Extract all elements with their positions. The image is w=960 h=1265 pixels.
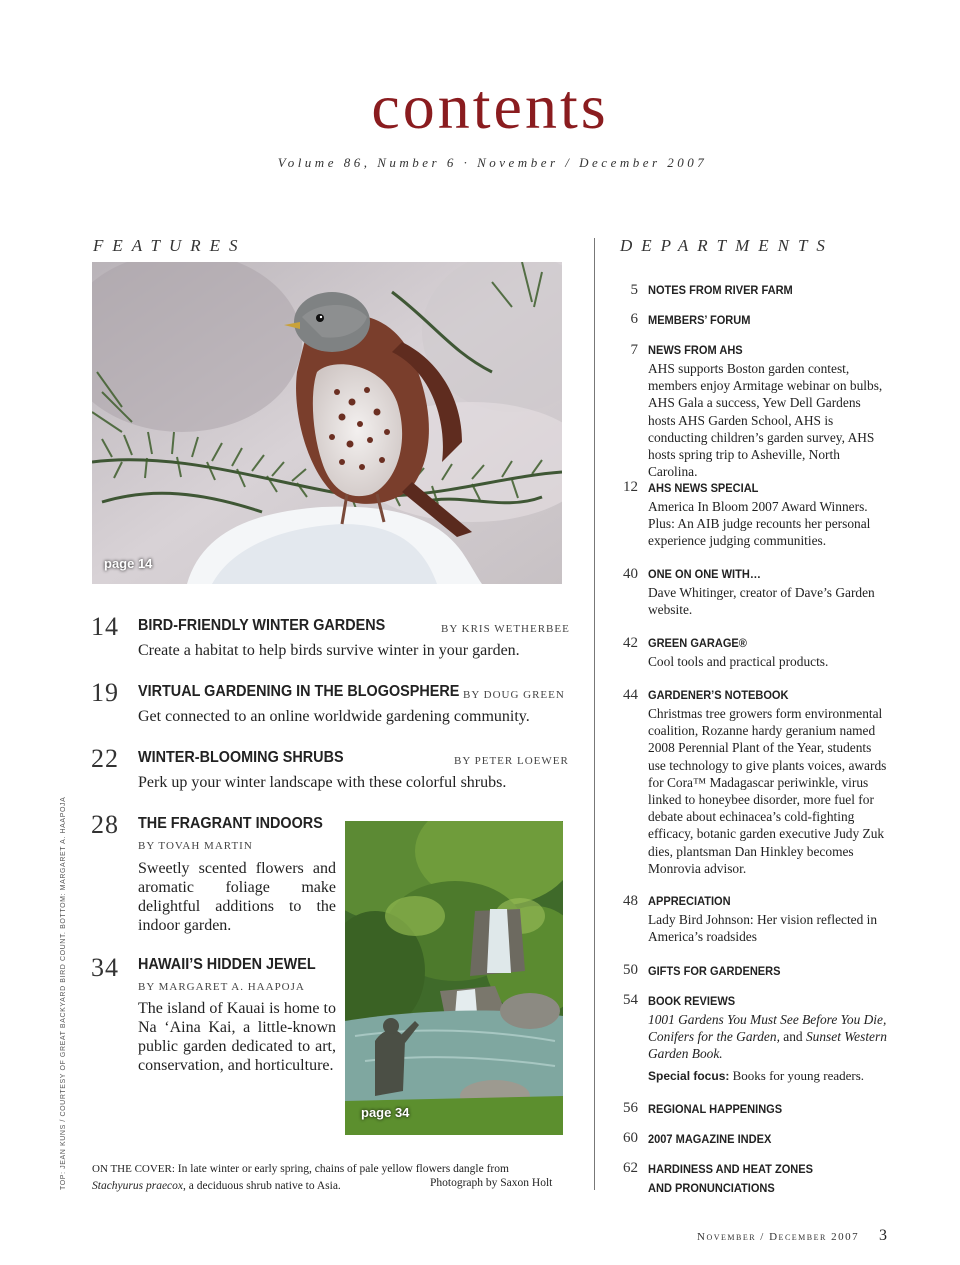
book-titles: 1001 Gardens You Must See Before You Die, Conifers for the Garden, — [648, 1012, 887, 1045]
page-number: 3 — [879, 1227, 887, 1244]
feature-description: Get connected to an online worldwide gardening community. — [138, 708, 530, 725]
feature-byline: BY KRIS WETHERBEE — [441, 623, 570, 635]
dept-title[interactable]: MEMBERS’ FORUM — [648, 313, 751, 327]
column-divider — [594, 238, 595, 1190]
feature-byline: BY MARGARET A. HAAPOJA — [138, 981, 305, 993]
dept-page-number: 7 — [630, 342, 638, 358]
feature-description: Perk up your winter landscape with these colorful shrubs. — [138, 774, 507, 791]
dept-description: AHS supports Boston garden contest, members enjoy Armitage webinar on bulbs, AHS Gala a success, Yew Dell Gardens hosts AHS Garden School, AHS is conducting children’s garden survey, AHS hosts spring trip to Asheville, North Carolina. — [648, 361, 883, 480]
dept-page-number: 50 — [623, 962, 638, 978]
dept-page-number: 5 — [630, 282, 638, 298]
dept-page-number: 60 — [623, 1130, 638, 1146]
special-focus-label: Special focus: — [648, 1069, 730, 1083]
dept-title[interactable]: REGIONAL HAPPENINGS — [648, 1102, 783, 1116]
issue-line: Volume 86, Number 6 · November / December 2007 — [277, 155, 708, 170]
dept-description — [648, 1011, 888, 1063]
feature-page-number: 19 — [91, 678, 119, 707]
dept-page-number: 62 — [623, 1160, 638, 1176]
dept-title-line2[interactable]: AND PRONUNCIATIONS — [648, 1181, 775, 1195]
feature-page-number: 28 — [91, 810, 119, 839]
dept-title[interactable]: GIFTS FOR GARDENERS — [648, 964, 781, 978]
page-title: contents — [371, 71, 609, 142]
feature-byline: BY DOUG GREEN — [463, 689, 565, 701]
special-focus-text: Books for young readers. — [729, 1068, 865, 1083]
dept-title[interactable]: HARDINESS AND HEAT ZONES — [648, 1162, 813, 1176]
dept-title[interactable]: 2007 MAGAZINE INDEX — [648, 1132, 772, 1146]
feature-title[interactable]: WINTER-BLOOMING SHRUBS — [138, 749, 344, 766]
feature-title[interactable]: VIRTUAL GARDENING IN THE BLOGOSPHERE — [138, 683, 460, 700]
feature-description: Create a habitat to help birds survive winter in your garden. — [138, 642, 520, 659]
cover-photo-credit: Photograph by Saxon Holt — [430, 1177, 553, 1189]
features-heading: FEATURES — [93, 236, 247, 255]
dept-title[interactable]: AHS NEWS SPECIAL — [648, 481, 759, 495]
feature-description: The island of Kauai is home to Na ‘Aina Kai, a little-known public garden dedicated to art, conservation, and horticulture. — [138, 1000, 336, 1074]
dept-page-number: 44 — [623, 687, 638, 703]
dept-page-number: 48 — [623, 893, 638, 909]
dept-title[interactable]: APPRECIATION — [648, 894, 731, 908]
dept-description: Cool tools and practical products. — [648, 654, 829, 669]
feature-page-number: 34 — [91, 953, 119, 982]
feature-byline: BY PETER LOEWER — [454, 755, 569, 767]
photo-page-tag-14: page 14 — [104, 556, 153, 571]
dept-page-number: 6 — [630, 311, 638, 327]
dept-description: Christmas tree growers form environmental coalition, Rozanne hardy geranium named 2008 Perennial Plant of the Year, students use technology to give plants voices, awards for Cora™ Madagascar periwinkle, virus linked to honeybee disorder, more fuel for debate about echinacea’s cold-fighting efficacy, botanic garden executive Judy Zuk dies, plantsman Dan Hinkley becomes Monrovia advisor. — [648, 706, 887, 876]
dept-title[interactable]: GARDENER’S NOTEBOOK — [648, 688, 789, 702]
cover-note-label: ON THE COVER: — [92, 1163, 175, 1175]
dept-title[interactable]: BOOK REVIEWS — [648, 994, 736, 1008]
dept-page-number: 56 — [623, 1100, 638, 1116]
feature-title[interactable]: BIRD-FRIENDLY WINTER GARDENS — [138, 617, 386, 634]
footer-date: November / December 2007 — [697, 1231, 860, 1243]
dept-description: Dave Whitinger, creator of Dave’s Garden website. — [648, 585, 875, 618]
dept-page-number: 42 — [623, 635, 638, 651]
feature-page-number: 14 — [91, 612, 119, 641]
photo-credit-vertical: TOP: JEAN KUNS / COURTESY OF GREAT BACKYARD BIRD COUNT. BOTTOM: MARGARET A. HAAPOJA — [60, 796, 67, 1190]
photo-page-tag-34: page 34 — [361, 1105, 410, 1120]
dept-title[interactable]: GREEN GARAGE® — [648, 636, 747, 650]
dept-title[interactable]: ONE ON ONE WITH… — [648, 567, 761, 581]
book-title-sunset: Sunset Western Garden Book. — [648, 1029, 887, 1062]
dept-page-number: 40 — [623, 566, 638, 582]
cover-note-text: In late winter or early spring, chains of pale yellow flowers dangle from — [174, 1163, 509, 1175]
feature-description: Sweetly scented flowers and aromatic foliage make delightful additions to the indoor garden. — [138, 860, 336, 934]
dept-description: America In Bloom 2007 Award Winners. Plus: An AIB judge recounts her personal experience judging communities. — [648, 499, 871, 549]
feature-title[interactable]: THE FRAGRANT INDOORS — [138, 815, 323, 832]
dept-page-number: 54 — [623, 992, 638, 1008]
cover-note-text-end: , a deciduous shrub native to Asia. — [183, 1179, 341, 1192]
bird-photo — [92, 262, 562, 584]
departments-heading: DEPARTMENTS — [620, 236, 834, 255]
dept-title[interactable]: NOTES FROM RIVER FARM — [648, 283, 793, 297]
feature-title[interactable]: HAWAII’S HIDDEN JEWEL — [138, 956, 316, 973]
cover-species: Stachyurus praecox — [92, 1179, 184, 1192]
dept-page-number: 12 — [623, 479, 638, 495]
special-focus — [648, 1067, 888, 1085]
garden-photo — [345, 821, 563, 1135]
conjunction: and — [779, 1029, 806, 1045]
feature-byline: BY TOVAH MARTIN — [138, 840, 253, 852]
dept-description: Lady Bird Johnson: Her vision reflected in America’s roadsides — [648, 912, 878, 945]
dept-title[interactable]: NEWS FROM AHS — [648, 343, 743, 357]
feature-page-number: 22 — [91, 744, 119, 773]
